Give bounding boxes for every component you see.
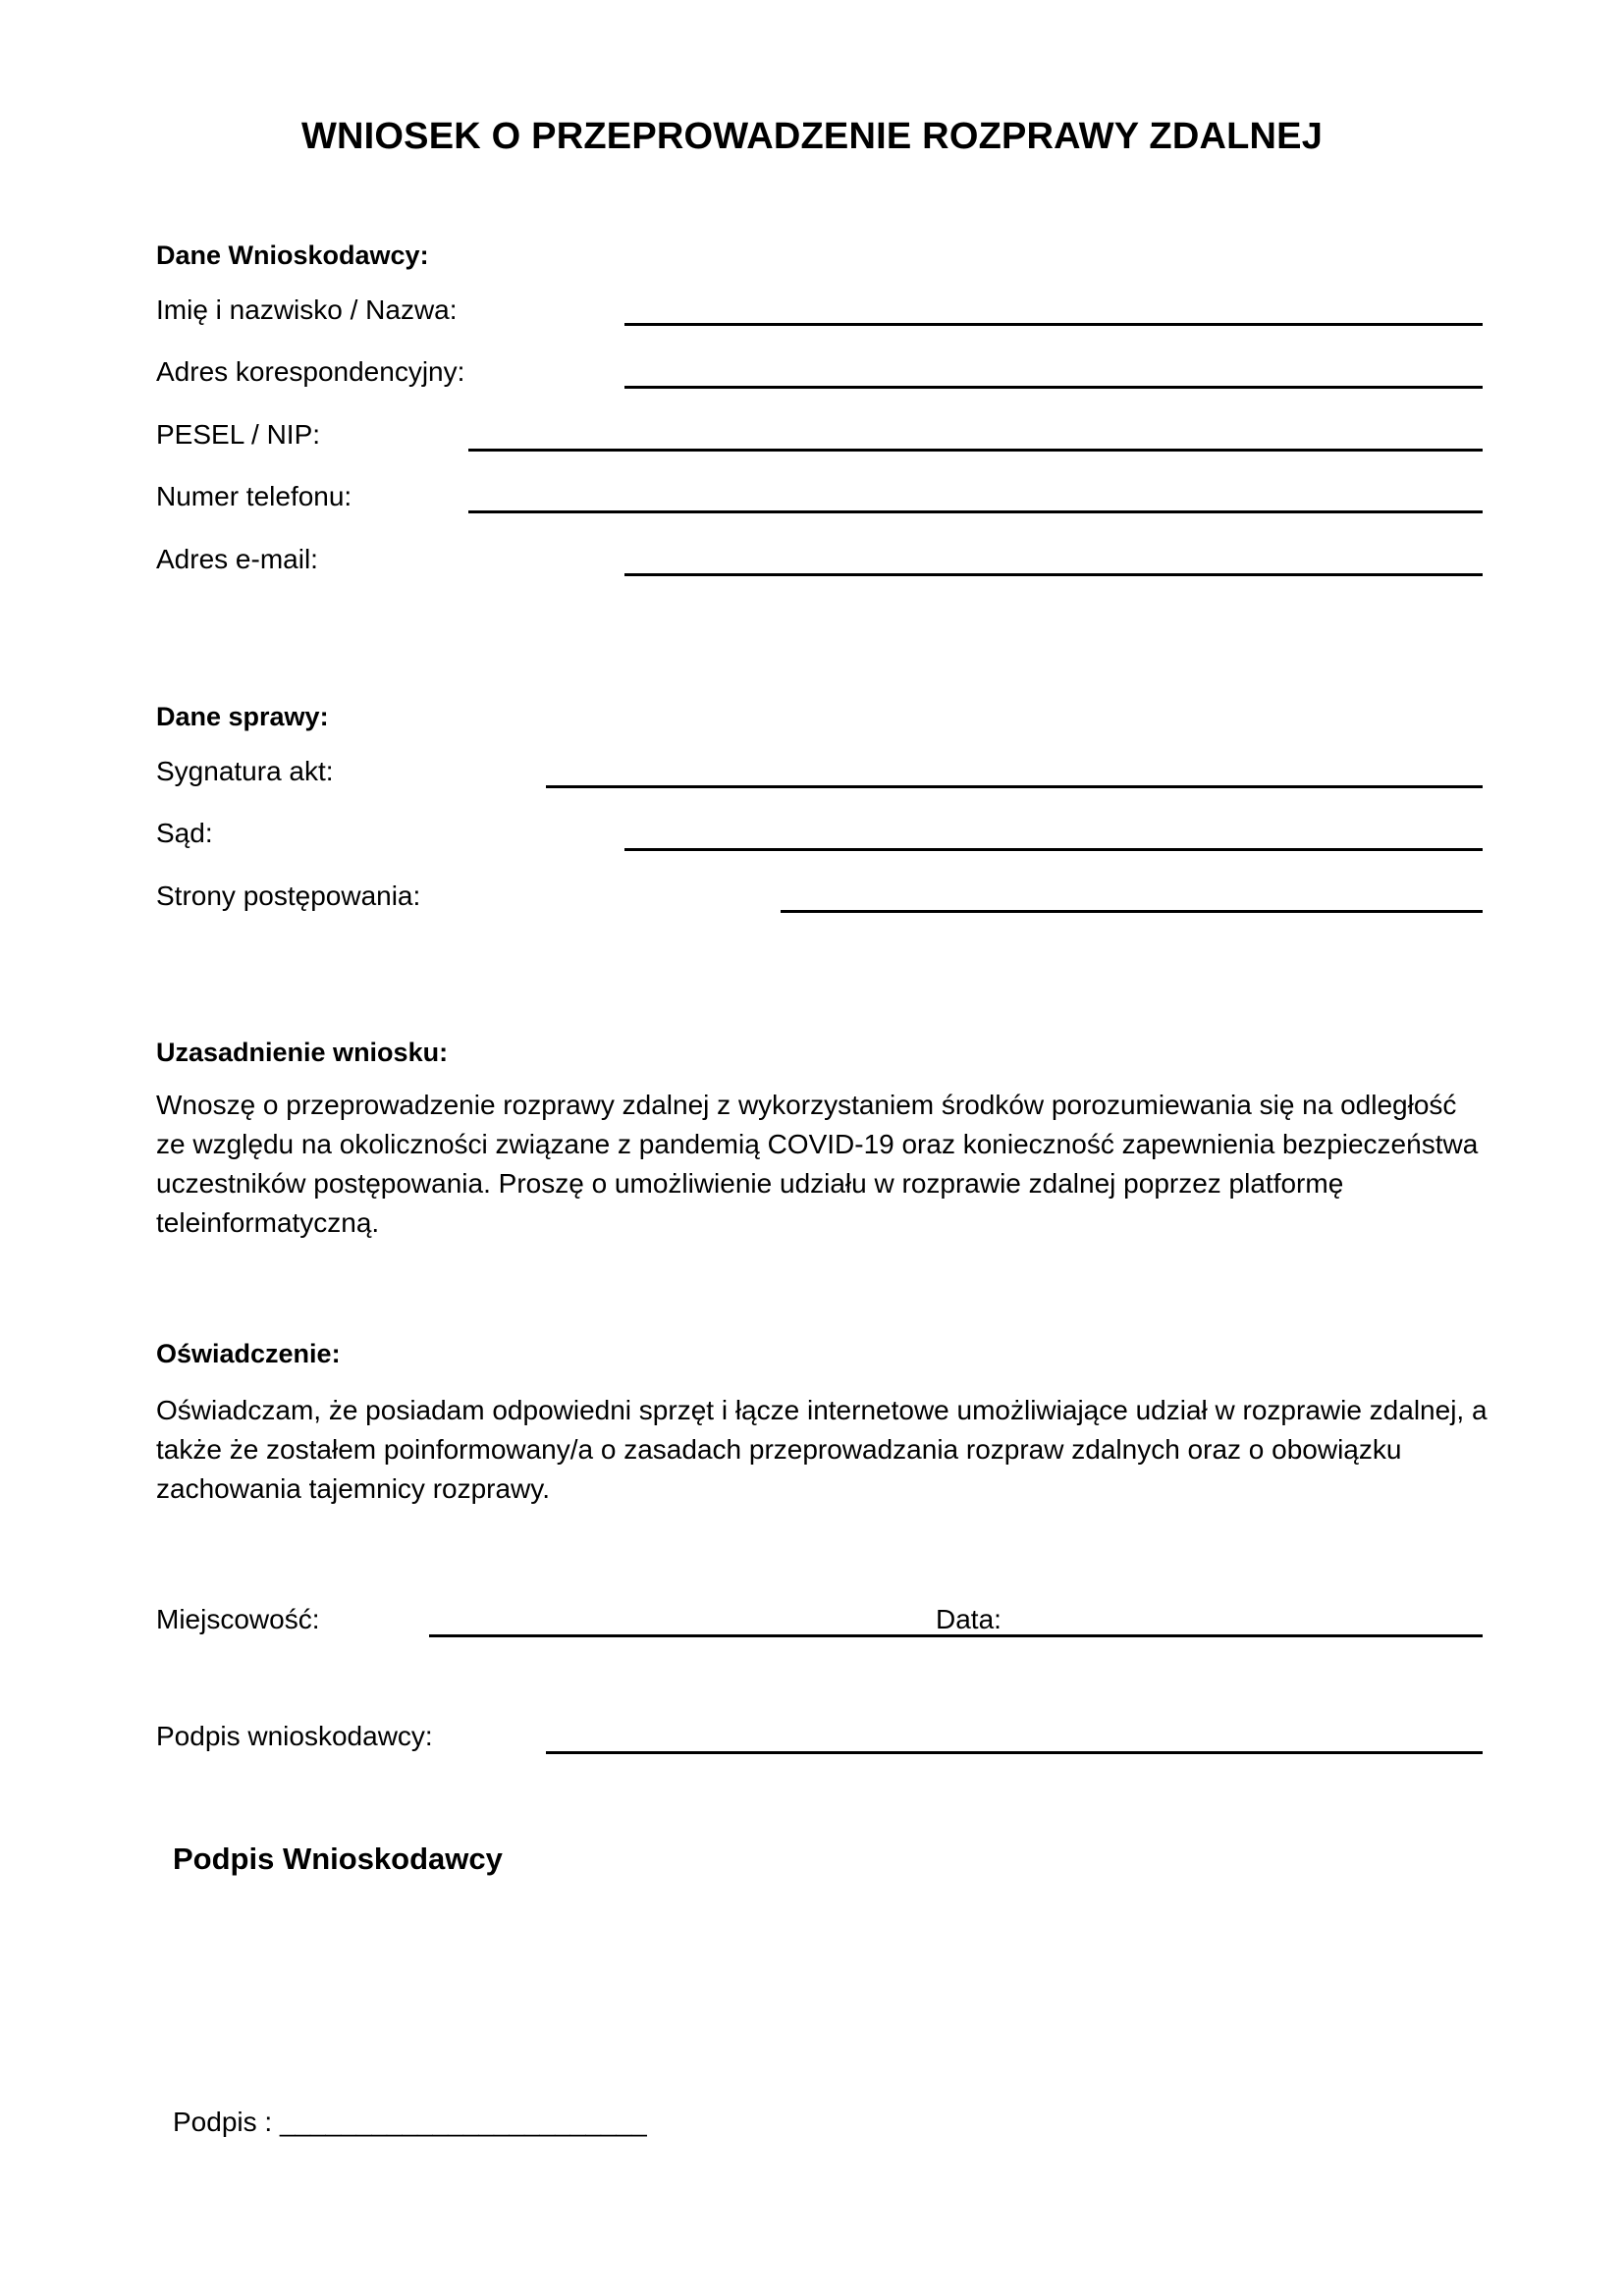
applicant-section-heading: Dane Wnioskodawcy: [156, 240, 429, 270]
place-field-label: Miejscowość: [156, 1604, 320, 1634]
parties-field-line[interactable] [781, 910, 1483, 913]
applicant-signature-line[interactable] [546, 1751, 1483, 1754]
date-field-label: Data: [936, 1604, 1001, 1634]
signature-field-label: Sygnatura akt: [156, 756, 334, 786]
signature-field-line[interactable] [546, 785, 1483, 788]
address-field-line[interactable] [624, 386, 1483, 389]
phone-field-line[interactable] [468, 510, 1483, 513]
justification-text: Wnoszę o przeprowadzenie rozprawy zdalnej z wykorzystaniem środków porozumiewania się na odległość ze względu na okoliczności związane z pandemią COVID-19 oraz konieczność zapewnienia bezpieczeństwa uczestników postępowania. Proszę o umożliwienie udziału w rozprawie zdalnej poprzez platformę teleinformatyczną. [156, 1090, 1479, 1238]
signature-block-label: Podpis : ________________________ [173, 2107, 647, 2137]
email-field-line[interactable] [624, 573, 1483, 576]
name-field-label: Imię i nazwisko / Nazwa: [156, 294, 458, 325]
court-field-line[interactable] [624, 848, 1483, 851]
declaration-heading: Oświadczenie: [156, 1339, 341, 1368]
court-field-label: Sąd: [156, 818, 213, 848]
pesel-field-line[interactable] [468, 449, 1483, 452]
case-section-heading: Dane sprawy: [156, 702, 329, 731]
parties-field-label: Strony postępowania: [156, 881, 421, 911]
justification-heading: Uzasadnienie wniosku: [156, 1038, 449, 1067]
declaration-text: Oświadczam, że posiadam odpowiedni sprzęt i łącze internetowe umożliwiające udział w rozprawie zdalnej, a także że zostałem poinformowany/a o zasadach przeprowadzania rozpraw zdalnych oraz o obowiązku zachowania tajemnicy rozprawy. [156, 1395, 1488, 1504]
pesel-field-label: PESEL / NIP: [156, 419, 321, 450]
document-title: WNIOSEK O PRZEPROWADZENIE ROZPRAWY ZDALNEJ [300, 116, 1324, 157]
phone-field-label: Numer telefonu: [156, 481, 352, 511]
email-field-label: Adres e-mail: [156, 544, 318, 574]
address-field-label: Adres korespondencyjny: [156, 356, 465, 387]
name-field-line[interactable] [624, 323, 1483, 326]
applicant-signature-label: Podpis wnioskodawcy: [156, 1721, 433, 1751]
signature-block-heading: Podpis Wnioskodawcy [173, 1842, 503, 1876]
